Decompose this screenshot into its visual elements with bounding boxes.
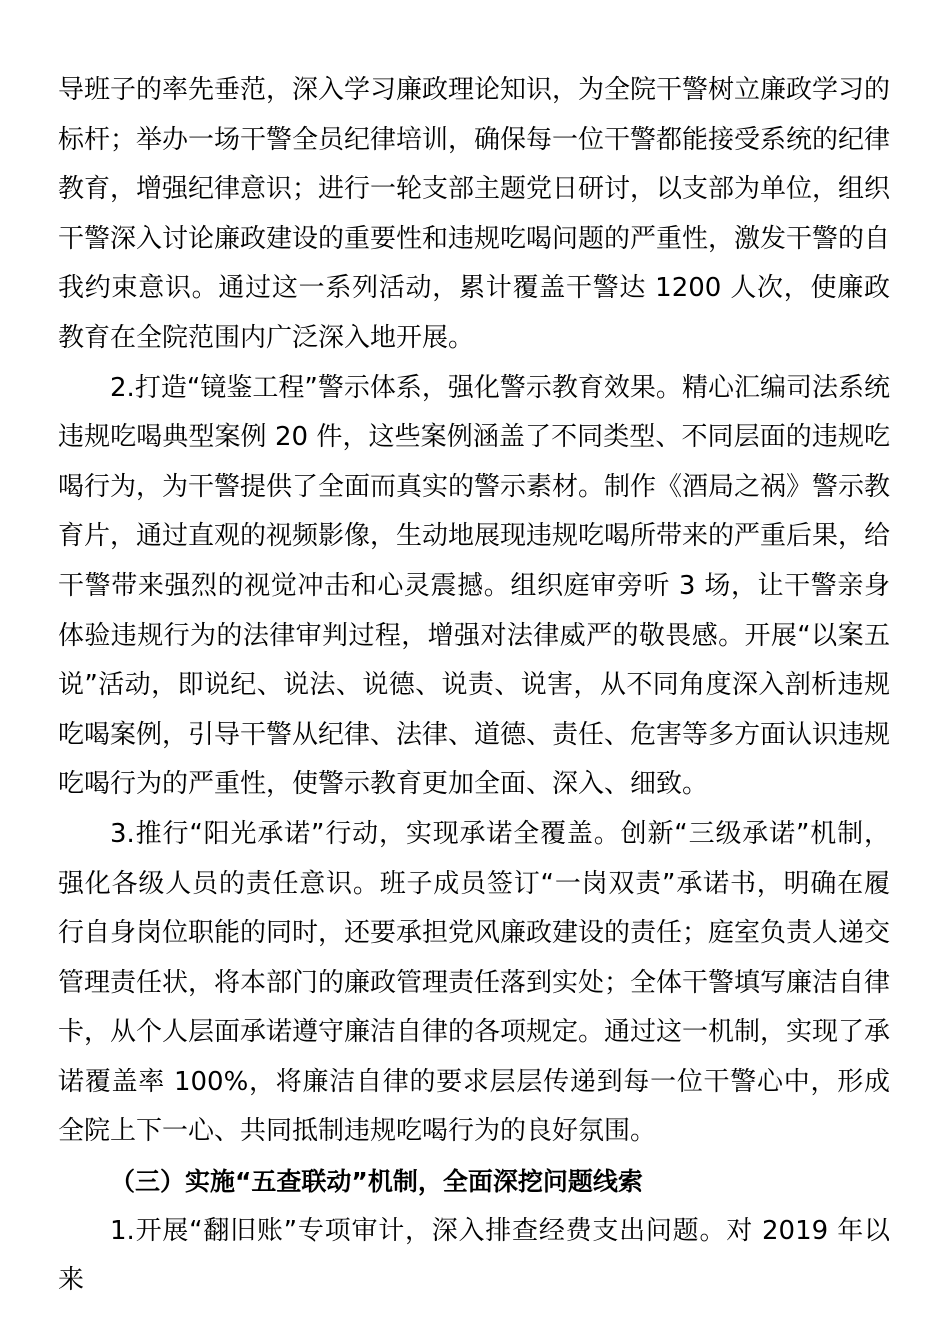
paragraph-sunshine-pledge: 3.推行“阳光承诺”行动，实现承诺全覆盖。创新“三级承诺”机制，强化各级人员的责任意识。班子成员签订“一岗双责”承诺书，明确在履行自身岗位职能的同时，还要承担党风廉政建设的责任；庭室负责人递交管理责任状，将本部门的廉政管理责任落到实处；全体干警填写廉洁自律卡，从个人层面承诺遵守廉洁自律的各项规定。通过这一机制，实现了承诺覆盖率 100%，将廉洁自律的要求层层传递到每一位干警心中，形成全院上下一心、共同抵制违规吃喝行为的良好氛围。	[58, 818, 891, 1147]
paragraph-continuation: 导班子的率先垂范，深入学习廉政理论知识，为全院干警树立廉政学习的标杆；举办一场干警全员纪律培训，确保每一位干警都能接受系统的纪律教育，增强纪律意识；进行一轮支部主题党日研讨，以支部为单位，组织干警深入讨论廉政建设的重要性和违规吃喝问题的严重性，激发干警的自我约束意识。通过这一系列活动，累计覆盖干警达 1200 人次，使廉政教育在全院范围内广泛深入地开展。	[58, 75, 891, 353]
paragraph-mirror-project: 2.打造“镜鉴工程”警示体系，强化警示教育效果。精心汇编司法系统违规吃喝典型案例 20 件，这些案例涵盖了不同类型、不同层面的违规吃喝行为，为干警提供了全面而真实的警示素材。制作《酒局之祸》警示教育片，通过直观的视频影像，生动地展现违规吃喝所带来的严重后果，给干警带来强烈的视觉冲击和心灵震撼。组织庭审旁听 3 场，让干警亲身体验违规行为的法律审判过程，增强对法律威严的敬畏感。开展“以案五说”活动，即说纪、说法、说德、说责、说害，从不同角度深入剖析违规吃喝案例，引导干警从纪律、法律、道德、责任、危害等多方面认识违规吃喝行为的严重性，使警示教育更加全面、深入、细致。	[58, 372, 891, 800]
section-heading: （三）实施“五查联动”机制，全面深挖问题线索	[110, 1167, 643, 1197]
document-page	[58, 66, 890, 1306]
paragraph-audit: 1.开展“翻旧账”专项审计，深入排查经费支出问题。对 2019 年以来	[58, 1215, 890, 1296]
